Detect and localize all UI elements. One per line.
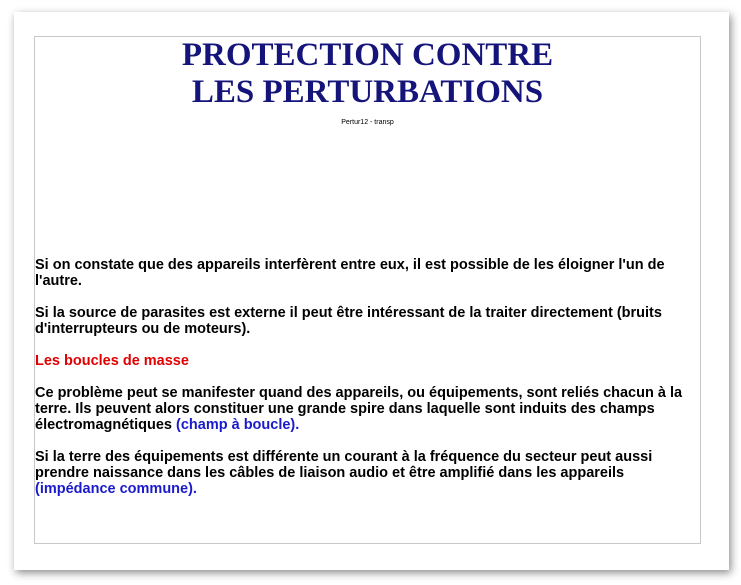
- link-champ-a-boucle[interactable]: (champ à boucle).: [176, 417, 300, 433]
- document-reference: Pertur12 - transp: [341, 119, 394, 126]
- link-impedance-commune[interactable]: (impédance commune).: [35, 481, 197, 497]
- paragraph-3: [35, 385, 705, 433]
- paragraph-2: Si la source de parasites est externe il peut être intéressant de la traiter directement (bruits d'interrupteurs ou de moteurs).: [35, 305, 662, 337]
- title-line-1: PROTECTION CONTRE: [181, 37, 554, 73]
- page-title: [35, 37, 700, 111]
- section-heading: Les boucles de masse: [35, 353, 189, 369]
- paragraph-4: [35, 449, 705, 497]
- paragraph-3-text: Ce problème peut se manifester quand des appareils, ou équipements, sont reliés chacun à la terre. Ils peuvent alors constituer une grande spire dans laquelle sont induits des champs électromagnétiques: [35, 385, 683, 433]
- title-line-2: LES PERTURBATIONS: [191, 74, 544, 110]
- body-text: [35, 257, 705, 513]
- paragraph-1: Si on constate que des appareils interfèrent entre eux, il est possible de les éloigner l'un de l'autre.: [35, 257, 665, 289]
- paragraph-4-text: Si la terre des équipements est différente un courant à la fréquence du secteur peut aussi prendre naissance dans les câbles de liaison audio et être amplifié dans les appareils: [35, 449, 653, 481]
- slide: [34, 36, 701, 544]
